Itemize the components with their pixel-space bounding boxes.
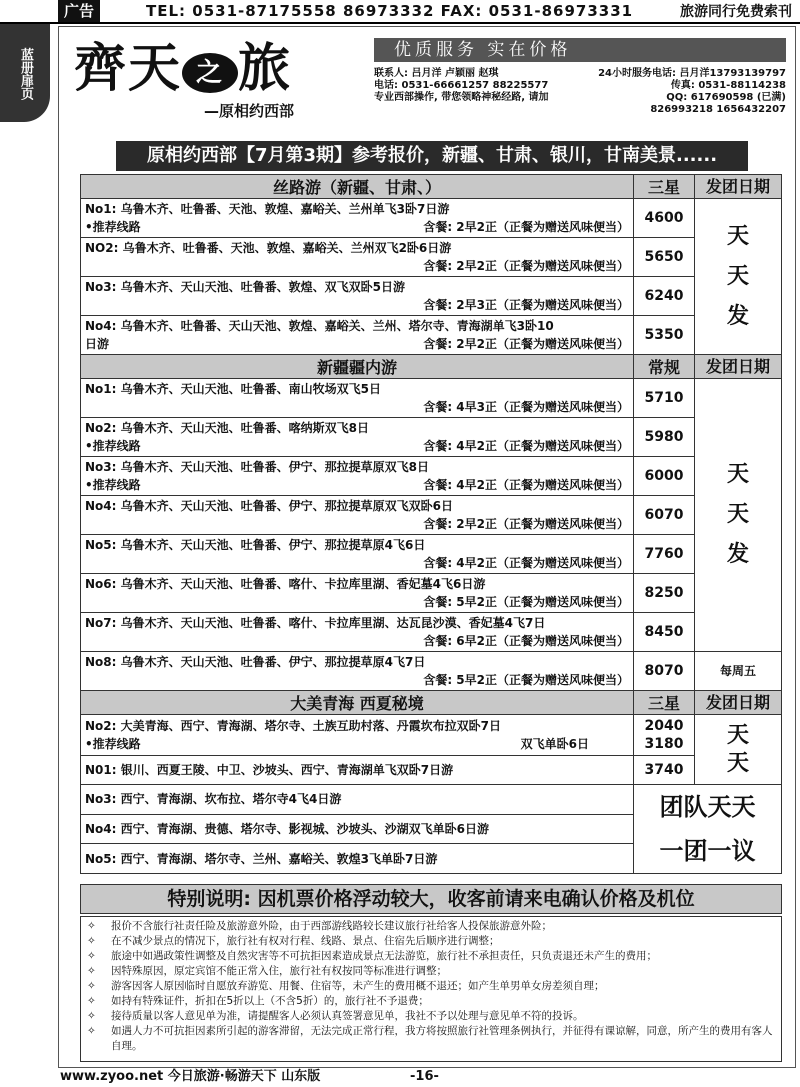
table-row — [81, 785, 782, 815]
footer-site: www.zyoo.net 今日旅游·畅游天下 山东版 — [60, 1069, 321, 1084]
price-value: 5980 — [634, 418, 695, 457]
diamond-icon: ✧ — [87, 995, 96, 1007]
price-value: 8250 — [634, 574, 695, 613]
qq-2: 826993218 1656432207 — [650, 104, 786, 115]
price-column-header: 常规 — [634, 355, 695, 379]
page-title: 原相约西部【7月第3期】参考报价，新疆、甘肃、银川，甘南美景...... — [116, 141, 748, 171]
route-cell — [81, 238, 634, 277]
note-item — [87, 949, 775, 964]
table-row — [81, 238, 782, 277]
diamond-icon: ✧ — [87, 965, 96, 977]
logo-emblem: 之 — [182, 53, 238, 93]
route-cell — [81, 535, 634, 574]
route-detail — [85, 398, 629, 416]
index-label: 旅游同行免费索刊 — [680, 4, 792, 20]
diamond-icon: ✧ — [87, 1025, 96, 1037]
note-item — [87, 1009, 775, 1024]
daily-badge: 发 — [726, 303, 749, 329]
route-detail — [85, 632, 629, 650]
diamond-icon: ✧ — [87, 1010, 96, 1022]
table-row — [81, 535, 782, 574]
meal-info: 含餐: 2早2正（正餐为赠送风味便当） — [423, 517, 629, 531]
note-text: 因特殊原因，原定宾馆不能正常入住，旅行社有权按同等标准进行调整； — [111, 965, 447, 977]
route-name: No2: 大美青海、西宁、青海湖、塔尔寺、土族互助村落、丹霞坎布拉双卧7日 — [85, 719, 501, 733]
route-detail — [85, 257, 629, 275]
route-detail — [85, 437, 629, 455]
price-value: 7760 — [634, 535, 695, 574]
note-text: 如持有特殊证件，折扣在5折以上（不含5折）的，旅行社不予退费； — [111, 995, 429, 1007]
page-number: -16- — [410, 1069, 439, 1084]
route-cell — [81, 715, 634, 756]
note-item — [87, 919, 775, 934]
daily-badge: 天 — [726, 722, 749, 748]
table-row — [81, 277, 782, 316]
dates-cell — [695, 379, 782, 652]
meal-info: 含餐: 4早2正（正餐为赠送风味便当） — [423, 478, 629, 492]
note-item — [87, 934, 775, 949]
route-name: No4: 乌鲁木齐、天山天池、吐鲁番、伊宁、那拉提草原双飞双卧6日 — [85, 499, 453, 513]
team-note — [634, 785, 782, 874]
meal-info: 含餐: 2早2正（正餐为赠送风味便当） — [423, 259, 629, 273]
meal-info: 含餐: 2早3正（正餐为赠送风味便当） — [423, 298, 629, 312]
brand-logo — [74, 34, 364, 104]
team-note-line: 团队天天 — [659, 793, 756, 821]
route-name: No3: 乌鲁木齐、天山天池、吐鲁番、敦煌、双飞双卧5日游 — [85, 280, 405, 294]
route-name: No6: 乌鲁木齐、天山天池、吐鲁番、喀什、卡拉库里湖、香妃墓4飞6日游 — [85, 577, 486, 591]
meal-info: 含餐: 5早2正（正餐为赠送风味便当） — [423, 595, 629, 609]
route-name: No1: 乌鲁木齐、天山天池、吐鲁番、南山牧场双飞5日 — [85, 382, 381, 396]
price-value: 3180 — [644, 736, 684, 752]
table-row — [81, 457, 782, 496]
price-value: 5650 — [634, 238, 695, 277]
price-value: 5350 — [634, 316, 695, 355]
route-name: No7: 乌鲁木齐、天山天池、吐鲁番、喀什、卡拉库里湖、达瓦昆沙漠、香妃墓4飞7日 — [85, 616, 546, 630]
dates-column-header: 发团日期 — [695, 355, 782, 379]
price-value: 8070 — [634, 652, 695, 691]
route-name: No5: 乌鲁木齐、天山天池、吐鲁番、伊宁、那拉提草原4飞6日 — [85, 538, 426, 552]
price-value: 5710 — [634, 379, 695, 418]
table-row — [81, 316, 782, 355]
dates-cell — [695, 199, 782, 355]
table-row — [81, 574, 782, 613]
section-title: 新疆疆内游 — [81, 355, 634, 379]
intro-text: 专业西部操作, 带您领略神秘经路, 请加 — [374, 92, 549, 103]
table-row — [81, 496, 782, 535]
route-name: No4: 乌鲁木齐、吐鲁番、天山天池、敦煌、嘉峪关、兰州、塔尔寺、青海湖单飞3卧10 — [85, 319, 554, 333]
price-value: 6000 — [634, 457, 695, 496]
table-row — [81, 199, 782, 238]
weekly-badge: 每周五 — [695, 652, 782, 691]
side-tab — [0, 24, 50, 122]
route-cell — [81, 277, 634, 316]
footer — [60, 1066, 460, 1087]
daily-badge: 天 — [726, 263, 749, 289]
diamond-icon: ✧ — [87, 935, 96, 947]
meal-info: 含餐: 4早3正（正餐为赠送风味便当） — [423, 400, 629, 414]
price-cell — [634, 715, 695, 756]
route-cell — [81, 613, 634, 652]
price-value: 3740 — [634, 756, 695, 785]
office-phone: 电话: 0531-66661257 88225577 — [374, 80, 549, 91]
meal-info: 含餐: 2早2正（正餐为赠送风味便当） — [423, 220, 629, 234]
dates-column-header: 发团日期 — [695, 175, 782, 199]
dates-cell — [695, 715, 782, 785]
price-value: 2040 — [644, 718, 684, 734]
price-value: 8450 — [634, 613, 695, 652]
note-item — [87, 1024, 775, 1054]
price-value: 6240 — [634, 277, 695, 316]
brand — [74, 34, 364, 134]
route-name: N01: 银川、西夏王陵、中卫、沙坡头、西宁、青海湖单飞双卧7日游 — [81, 756, 634, 785]
meal-info: 含餐: 5早2正（正餐为赠送风味便当） — [423, 673, 629, 687]
logo-text-left: 齊天 — [74, 38, 183, 99]
meal-info: 含餐: 4早2正（正餐为赠送风味便当） — [423, 556, 629, 570]
diamond-icon: ✧ — [87, 950, 96, 962]
route-cell — [81, 574, 634, 613]
section-title: 大美青海 西夏秘境 — [81, 691, 634, 715]
price-value: 4600 — [634, 199, 695, 238]
table-row — [81, 379, 782, 418]
route-name: NO2: 乌鲁木齐、吐鲁番、天池、敦煌、嘉峪关、兰州双飞2卧6日游 — [85, 241, 452, 255]
recommend-tag: •推荐线路 — [85, 220, 141, 234]
terms-list — [80, 916, 782, 1062]
table-row — [81, 613, 782, 652]
price-column-header: 三星 — [634, 175, 695, 199]
fax: 传真: 0531-88114238 — [670, 80, 786, 91]
note-text: 接待质量以客人意见单为准，请提醒客人必须认真签署意见单，我社不予以处理与意见单不符的投诉。 — [111, 1010, 584, 1022]
table-row — [81, 715, 782, 756]
special-notice: 特别说明: 因机票价格浮动较大，收客前请来电确认价格及机位 — [80, 884, 782, 914]
logo-text-right: 旅 — [238, 38, 293, 99]
daily-badge: 天 — [726, 223, 749, 249]
contact-numbers: TEL: 0531-87175558 86973332 FAX: 0531-86973331 — [146, 2, 634, 20]
brand-subtitle: —原相约西部 — [204, 102, 295, 120]
route-name: No5: 西宁、青海湖、塔尔寺、兰州、嘉峪关、敦煌3飞单卧7日游 — [81, 844, 634, 874]
table-row — [81, 418, 782, 457]
daily-badge: 发 — [726, 542, 749, 567]
route-detail — [85, 218, 629, 236]
side-tab-label: 蓝册扉页 — [18, 48, 33, 100]
team-note-line: 一团一议 — [659, 837, 756, 865]
header — [74, 34, 786, 134]
recommend-tag: •推荐线路 — [85, 478, 141, 492]
contacts — [374, 68, 786, 116]
note-text: 如遇人力不可抗拒因素所引起的游客滞留，无法完成正常行程，我方将按照旅行社管理条例执行，并征得有课谅解，同意，所产生的费用有客人自理。 — [111, 1025, 773, 1052]
recommend-tag: •推荐线路 — [85, 737, 141, 751]
route-cell — [81, 496, 634, 535]
route-cell — [81, 418, 634, 457]
table-row — [81, 652, 782, 691]
route-name: No1: 乌鲁木齐、吐鲁番、天池、敦煌、嘉峪关、兰州单飞3卧7日游 — [85, 202, 450, 216]
note-item — [87, 964, 775, 979]
route-detail — [85, 296, 629, 314]
note-text: 游客因客人原因临时自愿放弃游览、用餐、住宿等，未产生的费用概不退还；如产生单男单女房差须自理； — [111, 980, 605, 992]
daily-badge: 天 — [726, 750, 749, 776]
route-variant: 双飞单卧6日 — [520, 737, 589, 751]
price-value: 6070 — [634, 496, 695, 535]
route-name: No2: 乌鲁木齐、天山天池、吐鲁番、喀纳斯双飞8日 — [85, 421, 369, 435]
recommend-tag: 日游 — [85, 337, 110, 351]
note-text: 旅途中如遇政策性调整及自然灾害等不可抗拒因素造成景点无法游览，旅行社不承担责任，只负责退还未产生的费用； — [111, 950, 657, 962]
note-text: 报价不含旅行社责任险及旅游意外险，由于西部游线路较长建议旅行社给客人投保旅游意外险； — [111, 920, 552, 932]
daily-badge: 天 — [726, 462, 749, 487]
diamond-icon: ✧ — [87, 920, 96, 932]
price-column-header: 三星 — [634, 691, 695, 715]
slogan-bar: 优质服务 实在价格 — [374, 38, 786, 62]
route-detail — [85, 335, 629, 353]
meal-info: 含餐: 4早2正（正餐为赠送风味便当） — [423, 439, 629, 453]
meal-info: 含餐: 2早2正（正餐为赠送风味便当） — [423, 337, 629, 351]
route-detail — [85, 554, 629, 572]
route-name: No3: 西宁、青海湖、坎布拉、塔尔寺4飞4日游 — [81, 785, 634, 815]
section-title: 丝路游（新疆、甘肃、） — [81, 175, 634, 199]
route-detail — [85, 515, 629, 533]
contact-people: 联系人: 吕月洋 卢颖丽 赵琪 — [374, 68, 499, 79]
recommend-tag: •推荐线路 — [85, 439, 141, 453]
section-header-xinjiang — [81, 355, 782, 379]
price-table — [80, 174, 782, 874]
top-bar — [0, 0, 800, 24]
route-detail — [85, 593, 629, 611]
route-cell — [81, 379, 634, 418]
note-item — [87, 994, 775, 1009]
route-name: No8: 乌鲁木齐、天山天池、吐鲁番、伊宁、那拉提草原4飞7日 — [85, 655, 426, 669]
qq-1: QQ: 617690598 (已满) — [666, 92, 786, 103]
route-cell — [81, 652, 634, 691]
ad-label: 广告 — [58, 0, 100, 22]
note-item — [87, 979, 775, 994]
meal-info: 含餐: 6早2正（正餐为赠送风味便当） — [423, 634, 629, 648]
route-name: No4: 西宁、青海湖、贵德、塔尔寺、影视城、沙坡头、沙湖双飞单卧6日游 — [81, 814, 634, 844]
route-cell — [81, 457, 634, 496]
daily-badge: 天 — [726, 502, 749, 527]
diamond-icon: ✧ — [87, 980, 96, 992]
route-name: No3: 乌鲁木齐、天山天池、吐鲁番、伊宁、那拉提草原双飞8日 — [85, 460, 429, 474]
dates-column-header: 发团日期 — [695, 691, 782, 715]
table-row — [81, 756, 782, 785]
route-detail — [85, 476, 629, 494]
route-cell — [81, 316, 634, 355]
section-header-qinghai — [81, 691, 782, 715]
route-cell — [81, 199, 634, 238]
service-phone: 24小时服务电话: 吕月洋13793139797 — [598, 68, 786, 79]
route-detail — [85, 671, 629, 689]
note-text: 在不减少景点的情况下，旅行社有权对行程、线路、景点、住宿先后顺序进行调整； — [111, 935, 500, 947]
section-header-silk-road — [81, 175, 782, 199]
